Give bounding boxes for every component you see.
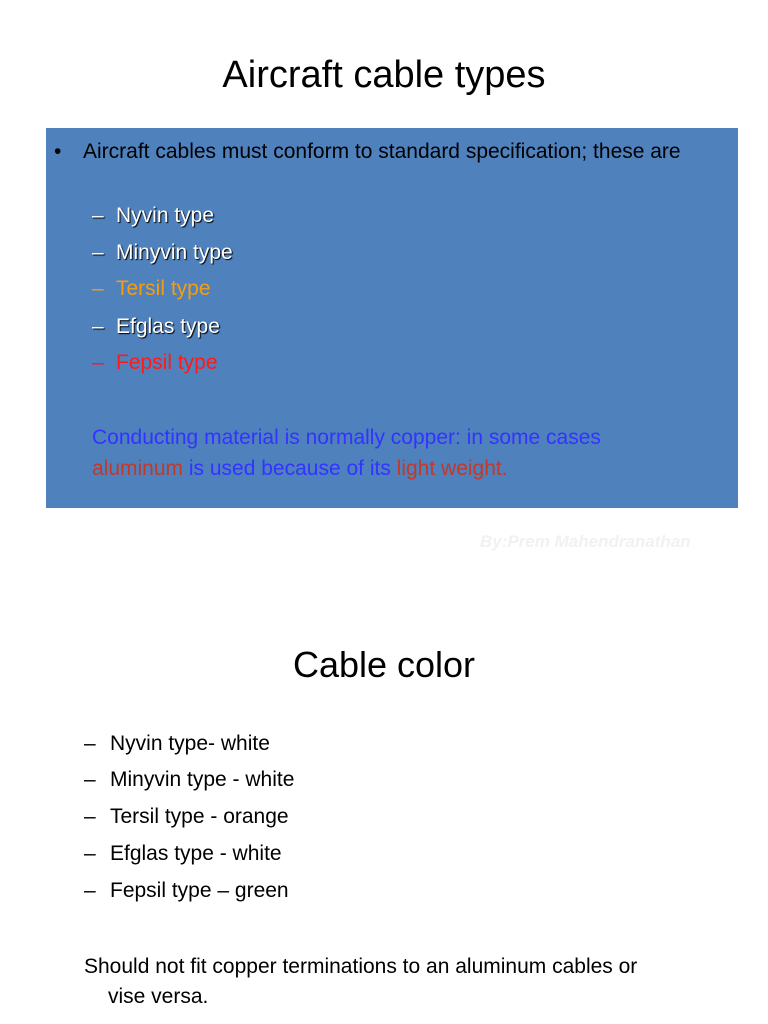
cable-color-label: Nyvin type- white (110, 732, 270, 755)
cable-type-item: – Minyvin type (92, 241, 233, 264)
cable-type-label: Efglas type (116, 315, 220, 338)
bullet-intro-text: Aircraft cables must conform to standard specification; these are (83, 140, 681, 163)
cable-type-label: Minyvin type (116, 241, 233, 264)
closing-note: Should not fit copper terminations to an aluminum cables or vise versa. (84, 955, 638, 1008)
cable-type-label: Nyvin type (116, 204, 215, 227)
cable-color-item: – Nyvin type- white (84, 732, 270, 755)
cable-color-item: – Minyvin type - white (84, 768, 295, 791)
cable-type-item: – Fepsil type (92, 351, 218, 374)
bullet-marker: • (54, 140, 62, 163)
content-box (46, 128, 738, 508)
slide-title-cable-types: Aircraft cable types (222, 54, 546, 96)
cable-color-item: – Fepsil type – green (84, 879, 289, 902)
cable-type-label: Fepsil type (116, 351, 218, 374)
slide-title-cable-color: Cable color (292, 644, 476, 685)
cable-color-item: – Efglas type - white (84, 842, 282, 865)
cable-color-label: Efglas type - white (110, 842, 282, 865)
cable-color-label: Minyvin type - white (110, 768, 295, 791)
cable-type-item: – Efglas type (92, 315, 220, 338)
cable-color-item: – Tersil type - orange (84, 805, 289, 828)
cable-type-label: Tersil type (116, 277, 211, 300)
cable-type-item: – Tersil type (92, 277, 211, 300)
cable-color-label: Tersil type - orange (110, 805, 289, 828)
author-byline: By:Prem Mahendranathan (480, 532, 691, 551)
cable-type-item: – Nyvin type (92, 204, 215, 227)
cable-color-label: Fepsil type – green (110, 879, 289, 902)
conducting-material-note: Conducting material is normally copper: in some cases aluminum is used because of its light weight. (92, 426, 601, 480)
